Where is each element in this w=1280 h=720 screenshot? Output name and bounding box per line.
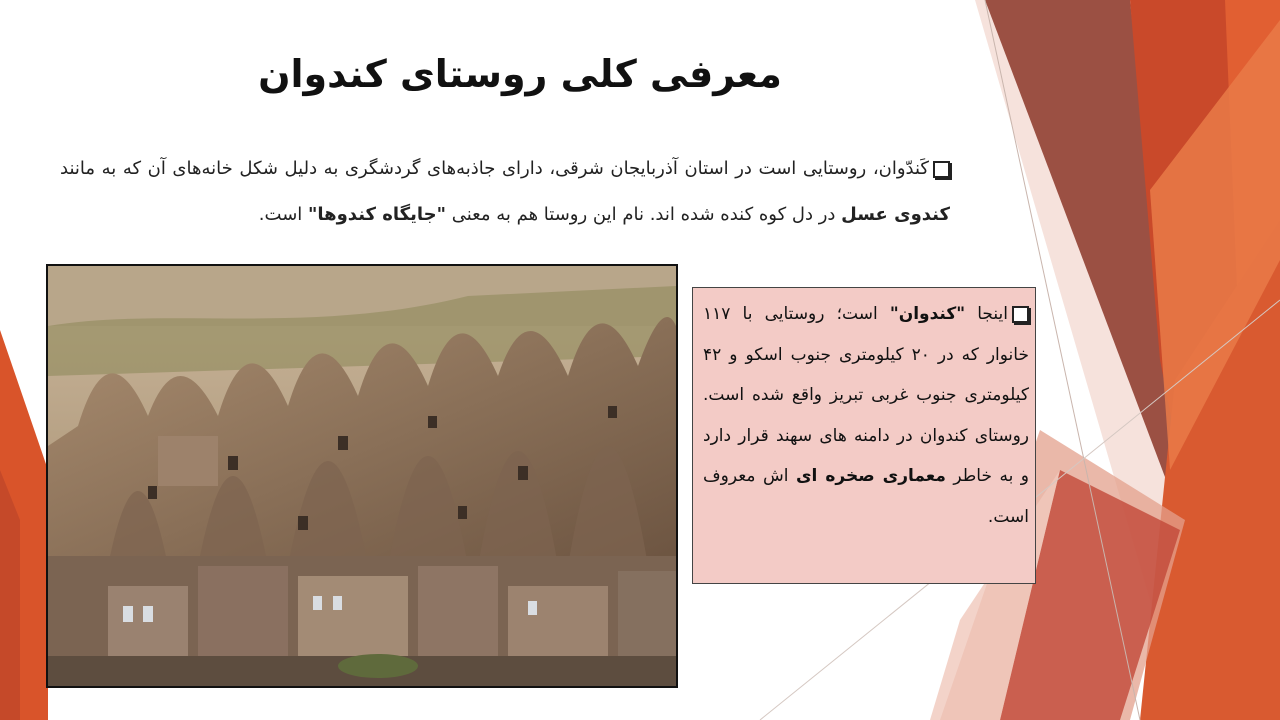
box-text-part2: است؛ روستایی با ۱۱۷ خانوار که در ۲۰ کیلومتری جنوب اسکو و ۴۲ کیلومتری جنوب غربی تبریز واقع شده است. روستای کندوان در دامنه های سهند قرار دارد و به خاطر bbox=[703, 304, 1029, 486]
kandovan-village-photo bbox=[46, 264, 678, 688]
checkbox-bullet-icon bbox=[1012, 306, 1029, 323]
intro-text-part2: در دل کوه کنده شده اند. نام این روستا هم به معنی bbox=[446, 204, 842, 225]
intro-paragraph bbox=[60, 146, 950, 238]
intro-text-part1: کَندّوان، روستایی است در استان آذربایجان شرقی، دارای جاذبه‌های گردشگری به دلیل شکل خانه‌های آن که به مانند bbox=[60, 158, 929, 179]
intro-bold-honeycomb: کندوی عسل bbox=[841, 204, 950, 225]
box-bold-rock-architecture: معماری صخره ای bbox=[795, 466, 946, 486]
intro-text-part3: است. bbox=[258, 204, 308, 225]
checkbox-bullet-icon bbox=[933, 161, 950, 178]
box-text-part1: اینجا bbox=[965, 304, 1008, 324]
intro-bold-meaning: "جایگاه کندوها" bbox=[308, 204, 447, 225]
info-box bbox=[692, 287, 1036, 584]
box-bold-kandovan: "کندوان" bbox=[889, 304, 966, 324]
box-text-part3: اش معروف است. bbox=[703, 466, 1029, 527]
slide-title: معرفی کلی روستای کندوان bbox=[258, 52, 782, 96]
